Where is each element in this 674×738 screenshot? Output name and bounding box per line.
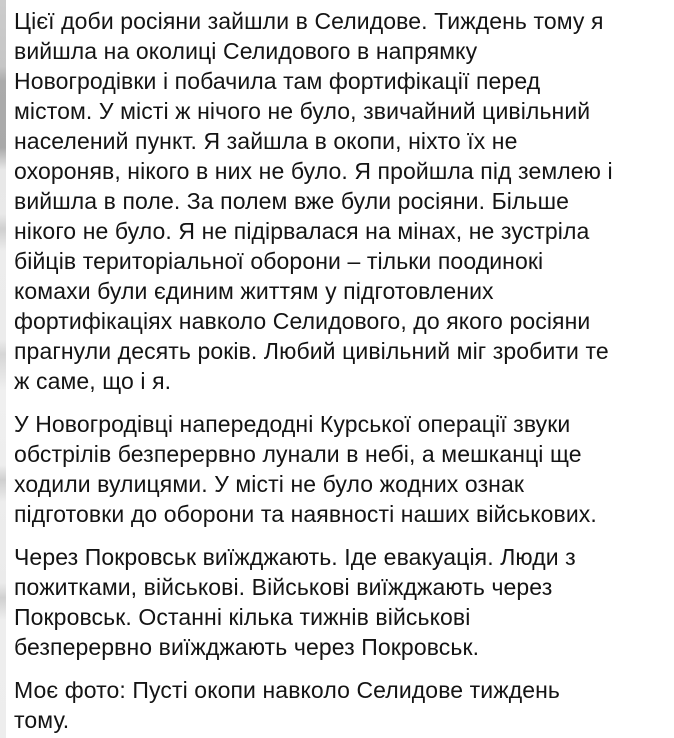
text-line: Моє фото: Пусті окопи навколо Селидове тиждень <box>14 677 560 703</box>
text-line: населений пункт. Я зайшла в окопи, ніхто їх не <box>14 128 518 154</box>
paragraph <box>14 542 674 662</box>
text-line: безперервно виїжджають через Покровськ. <box>14 634 480 660</box>
text-line: комахи були єдиним життям у підготовлених <box>14 278 494 304</box>
text-line: пожитками, військові. Військові виїжджають через <box>14 574 553 600</box>
text-line: прагнули десять років. Любий цивільний міг зробити те <box>14 338 609 364</box>
text-line: вийшла на околиці Селидового в напрямку <box>14 38 478 64</box>
text-line: підготовки до оборони та наявності наших військових. <box>14 501 597 527</box>
text-line: вийшла в поле. За полем вже були росіяни. Більше <box>14 188 570 214</box>
text-line: У Новогродівці напередодні Курської операції звуки <box>14 411 571 437</box>
post-text-body <box>14 6 674 735</box>
text-line: Цієї доби росіяни зайшли в Селидове. Тиждень тому я <box>14 8 604 34</box>
text-line: Покровськ. Останні кілька тижнів військові <box>14 604 471 630</box>
text-line: Новогродівки і побачила там фортифікації перед <box>14 68 541 94</box>
text-line: ходили вулицями. У місті не було жодних ознак <box>14 471 525 497</box>
text-line: охороняв, нікого в них не було. Я пройшла під землею і <box>14 158 613 184</box>
paragraph <box>14 6 674 396</box>
text-line: Через Покровськ виїжджають. Іде евакуація. Люди з <box>14 544 576 570</box>
left-edge-sliver <box>0 0 6 738</box>
paragraph <box>14 409 674 529</box>
text-line: фортифікаціях навколо Селидового, до якого росіяни <box>14 308 591 334</box>
text-line: містом. У місті ж нічого не було, звичайний цивільний <box>14 98 591 124</box>
text-line: ж саме, що і я. <box>14 368 172 394</box>
text-line: нікого не було. Я не підірвалася на мінах, не зустріла <box>14 218 590 244</box>
text-line: бійців територіальної оборони – тільки поодинокі <box>14 248 544 274</box>
text-line: обстрілів безперервно лунали в небі, а мешканці ще <box>14 441 582 467</box>
text-line: тому. <box>14 707 70 733</box>
paragraph <box>14 675 674 735</box>
